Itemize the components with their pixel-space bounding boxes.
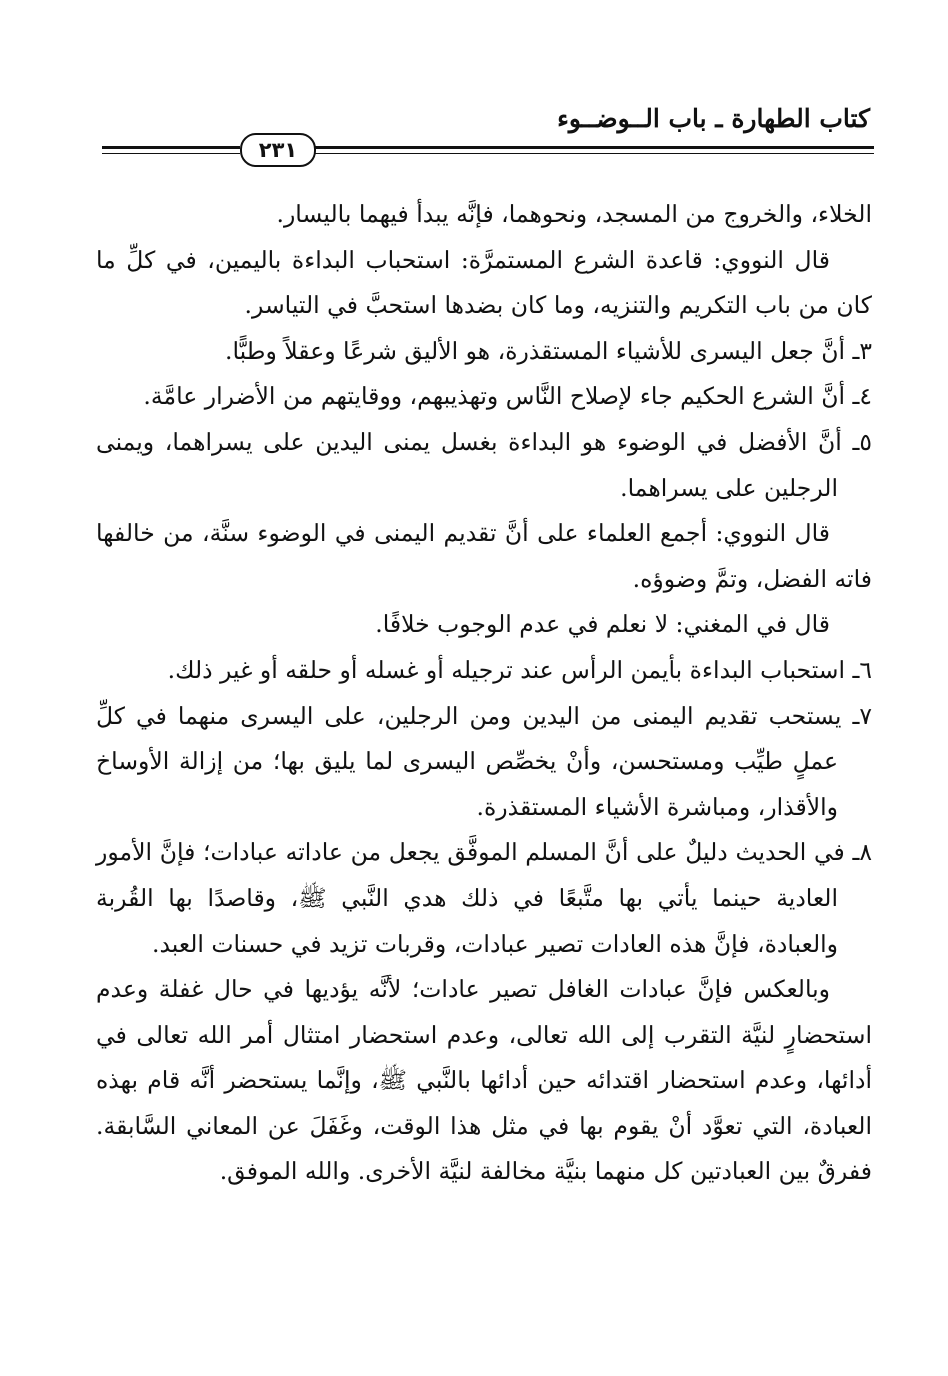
- paragraph: وبالعكس فإنَّ عبادات الغافل تصير عادات؛ لأنَّه يؤديها في حال غفلة وعدم استحضارٍ لنيَّة التقرب إلى الله تعالى، وعدم استحضار امتثال أمر الله تعالى في أدائها، وعدم استحضار اقتدائه حين أدائها بالنَّبي ﷺ، وإنَّما يستحضر أنَّه قام بهذه العبادة، التي تعوَّد أنْ يقوم بها في مثل هذا الوقت، وغَفَلَ عن المعاني السَّابقة. ففرقٌ بين العبادتين كل منهما بنيَّة مخالفة لنيَّة الأخرى. والله الموفق.: [96, 975, 872, 1186]
- numbered-item: ٤ـ أنَّ الشرع الحكيم جاء لإصلاح النَّاس وتهذيبهم، ووقايتهم من الأضرار عامَّة.: [143, 382, 872, 411]
- running-title: كتاب الطهارة ـ باب الــوضــوء: [557, 104, 870, 133]
- numbered-item: ٥ـ أنَّ الأفضل في الوضوء هو البداءة بغسل يمنى اليدين على يسراهما، ويمنى الرجلين على يسراهما.: [96, 427, 872, 502]
- numbered-item: ٧ـ يستحب تقديم اليمنى من اليدين ومن الرجلين، على اليسرى منهما في كلِّ عملٍ طيِّب ومستحسن، وأنْ يخصِّص اليسرى لما يليق بها؛ من إزالة الأوساخ والأقذار، ومباشرة الأشياء المستقذرة.: [96, 701, 872, 821]
- numbered-item: ٦ـ استحباب البداءة بأيمن الرأس عند ترجيله أو غسله أو حلقه أو غير ذلك.: [167, 655, 872, 684]
- header-rule: [312, 146, 874, 149]
- header-rule: [102, 153, 240, 154]
- page-body: [96, 192, 872, 1195]
- paragraph: الخلاء، والخروج من المسجد، ونحوهما، فإنَّه يبدأ فيهما باليسار.: [276, 200, 872, 228]
- header-rule: [102, 146, 240, 149]
- numbered-item: ٣ـ أنَّ جعل اليسرى للأشياء المستقذرة، هو الأليق شرعًا وعقلاً وطبًّا.: [225, 336, 872, 365]
- header-rule: [312, 153, 874, 154]
- quote-paragraph: قال في المغني: لا نعلم في عدم الوجوب خلافًا.: [375, 610, 830, 639]
- page-number: ٢٣١: [240, 133, 316, 167]
- quote-paragraph: قال النووي: أجمع العلماء على أنَّ تقديم اليمنى في الوضوء سنَّة، من خالفها فاته الفضل، وتمَّ وضوؤه.: [96, 519, 872, 593]
- numbered-item: ٨ـ في الحديث دليلٌ على أنَّ المسلم الموفَّق يجعل من عاداته عبادات؛ فإنَّ الأمور العادية حينما يأتي بها متَّبعًا في ذلك هدي النَّبي ﷺ، وقاصدًا بها القُربة والعبادة، فإنَّ هذه العادات تصير عبادات، وقربات تزيد في حسنات العبد.: [96, 838, 872, 958]
- quote-paragraph: قال النووي: قاعدة الشرع المستمرَّة: استحباب البداءة باليمين، في كلِّ ما كان من باب التكريم والتنزيه، وما كان بضدها استحبَّ في التياسر.: [96, 245, 872, 320]
